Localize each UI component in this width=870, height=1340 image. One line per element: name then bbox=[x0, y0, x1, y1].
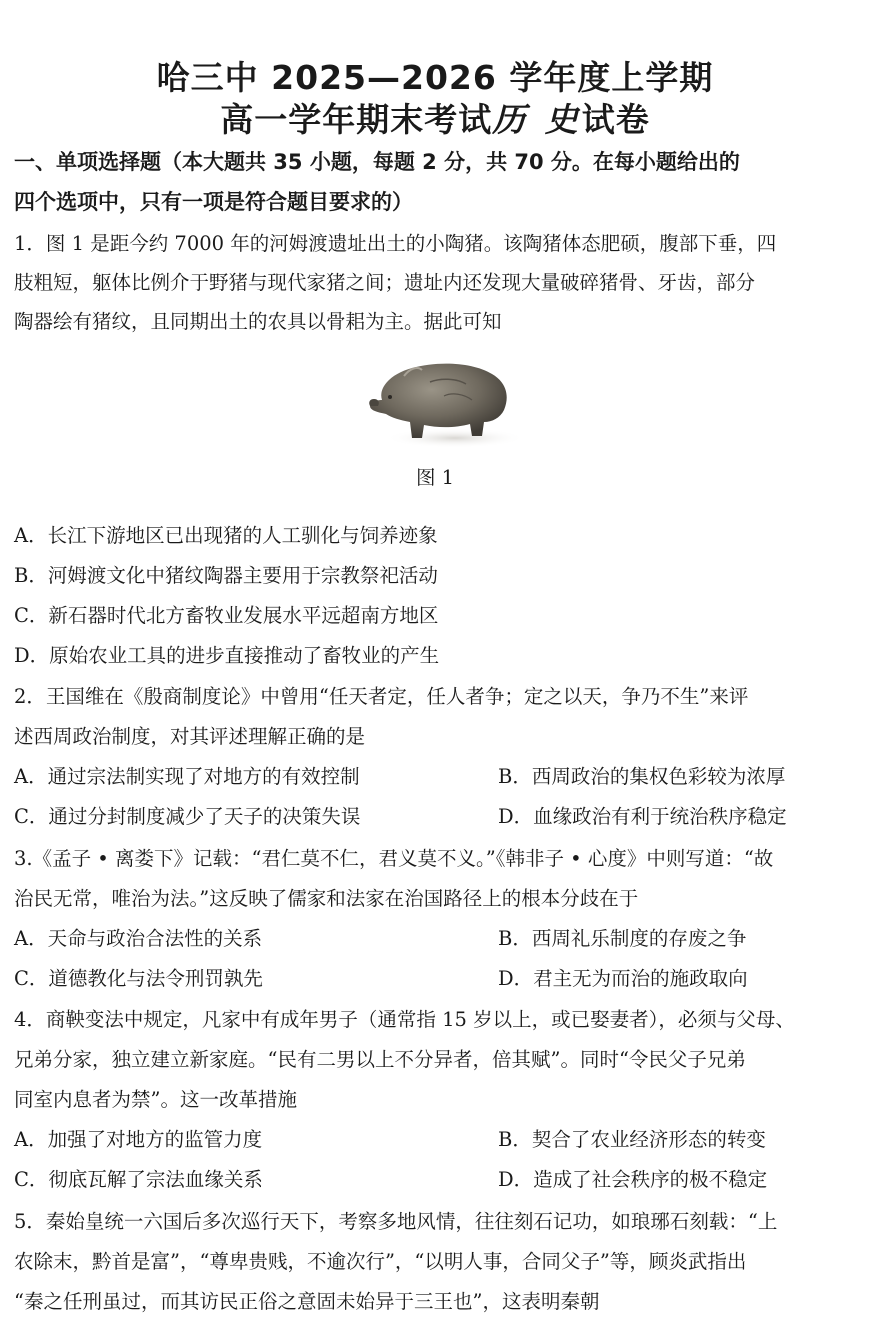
q4-option-a[interactable]: A．加强了对地方的监管力度 bbox=[14, 1128, 263, 1151]
q4-stem-line3: 同室内息者为禁”。这一改革措施 bbox=[14, 1088, 297, 1111]
q3-option-a[interactable]: A．天命与政治合法性的关系 bbox=[14, 927, 263, 950]
exam-title-line2 bbox=[0, 94, 870, 141]
q2-option-d[interactable]: D．血缘政治有利于统治秩序稳定 bbox=[498, 805, 787, 828]
q1-option-d[interactable]: D．原始农业工具的进步直接推动了畜牧业的产生 bbox=[14, 644, 440, 667]
section-heading-line2: 四个选项中，只有一项是符合题目要求的） bbox=[14, 190, 413, 214]
q3-option-b[interactable]: B．西周礼乐制度的存废之争 bbox=[498, 927, 747, 950]
q4-stem-line1: 4．商鞅变法中规定，凡家中有成年男子（通常指 15 岁以上，或已娶妻者），必须与父母、 bbox=[14, 1008, 795, 1031]
q1-option-b[interactable]: B．河姆渡文化中猪纹陶器主要用于宗教祭祀活动 bbox=[14, 564, 438, 587]
q4-option-d[interactable]: D．造成了社会秩序的极不稳定 bbox=[498, 1168, 768, 1191]
q5-stem-line3: “秦之任刑虽过，而其访民正俗之意固未始异于三王也”，这表明秦朝 bbox=[14, 1290, 600, 1313]
q3-option-d[interactable]: D．君主无为而治的施政取向 bbox=[498, 967, 748, 990]
q1-stem-line3: 陶器绘有猪纹，且同期出土的农具以骨耜为主。据此可知 bbox=[14, 310, 502, 333]
q1-stem-line1: 1．图 1 是距今约 7000 年的河姆渡遗址出土的小陶猪。该陶猪体态肥硕，腹部下垂，四 bbox=[14, 232, 777, 255]
clay-pig-figure bbox=[360, 352, 530, 452]
q4-option-b[interactable]: B．契合了农业经济形态的转变 bbox=[498, 1128, 766, 1151]
section-heading-line1: 一、单项选择题（本大题共 35 小题，每题 2 分，共 70 分。在每小题给出的 bbox=[14, 150, 740, 174]
q1-stem-line2: 肢粗短，躯体比例介于野猪与现代家猪之间；遗址内还发现大量破碎猪骨、牙齿，部分 bbox=[14, 271, 756, 294]
title-prefix: 高一学年期末考试 bbox=[220, 100, 493, 139]
q1-option-c[interactable]: C．新石器时代北方畜牧业发展水平远超南方地区 bbox=[14, 604, 439, 627]
q2-option-b[interactable]: B．西周政治的集权色彩较为浓厚 bbox=[498, 765, 786, 788]
q2-stem-line2: 述西周政治制度，对其评述理解正确的是 bbox=[14, 725, 366, 748]
exam-title-line1: 哈三中 2025—2026 学年度上学期 bbox=[156, 58, 714, 97]
figure-1-caption: 图 1 bbox=[415, 466, 455, 489]
q5-stem-line2: 农除末，黔首是富”，“尊卑贵贱，不逾次行”，“以明人事，合同父子”等，顾炎武指出 bbox=[14, 1250, 747, 1273]
q3-stem-line1: 3.《孟子 • 离娄下》记载：“君仁莫不仁，君义莫不义。”《韩非子 • 心度》中则写道：“故 bbox=[14, 847, 774, 870]
title-subject: 历 史 bbox=[492, 100, 582, 139]
q4-stem-line2: 兄弟分家，独立建立新家庭。“民有二男以上不分异者，倍其赋”。同时“令民父子兄弟 bbox=[14, 1048, 746, 1071]
title-suffix: 试卷 bbox=[581, 100, 650, 139]
q2-option-c[interactable]: C．通过分封制度减少了天子的决策失误 bbox=[14, 805, 361, 828]
q2-stem-line1: 2．王国维在《殷商制度论》中曾用“任天者定，任人者争；定之以天，争乃不生”来评 bbox=[14, 685, 749, 708]
q1-option-a[interactable]: A．长江下游地区已出现猪的人工驯化与饲养迹象 bbox=[14, 524, 438, 547]
q4-option-c[interactable]: C．彻底瓦解了宗法血缘关系 bbox=[14, 1168, 263, 1191]
q2-option-a[interactable]: A．通过宗法制实现了对地方的有效控制 bbox=[14, 765, 360, 788]
q3-stem-line2: 治民无常，唯治为法。”这反映了儒家和法家在治国路径上的根本分歧在于 bbox=[14, 887, 639, 910]
q3-option-c[interactable]: C．道德教化与法令刑罚孰先 bbox=[14, 967, 263, 990]
q5-stem-line1: 5．秦始皇统一六国后多次巡行天下，考察多地风情，往往刻石记功，如琅琊石刻载：“上 bbox=[14, 1210, 778, 1233]
